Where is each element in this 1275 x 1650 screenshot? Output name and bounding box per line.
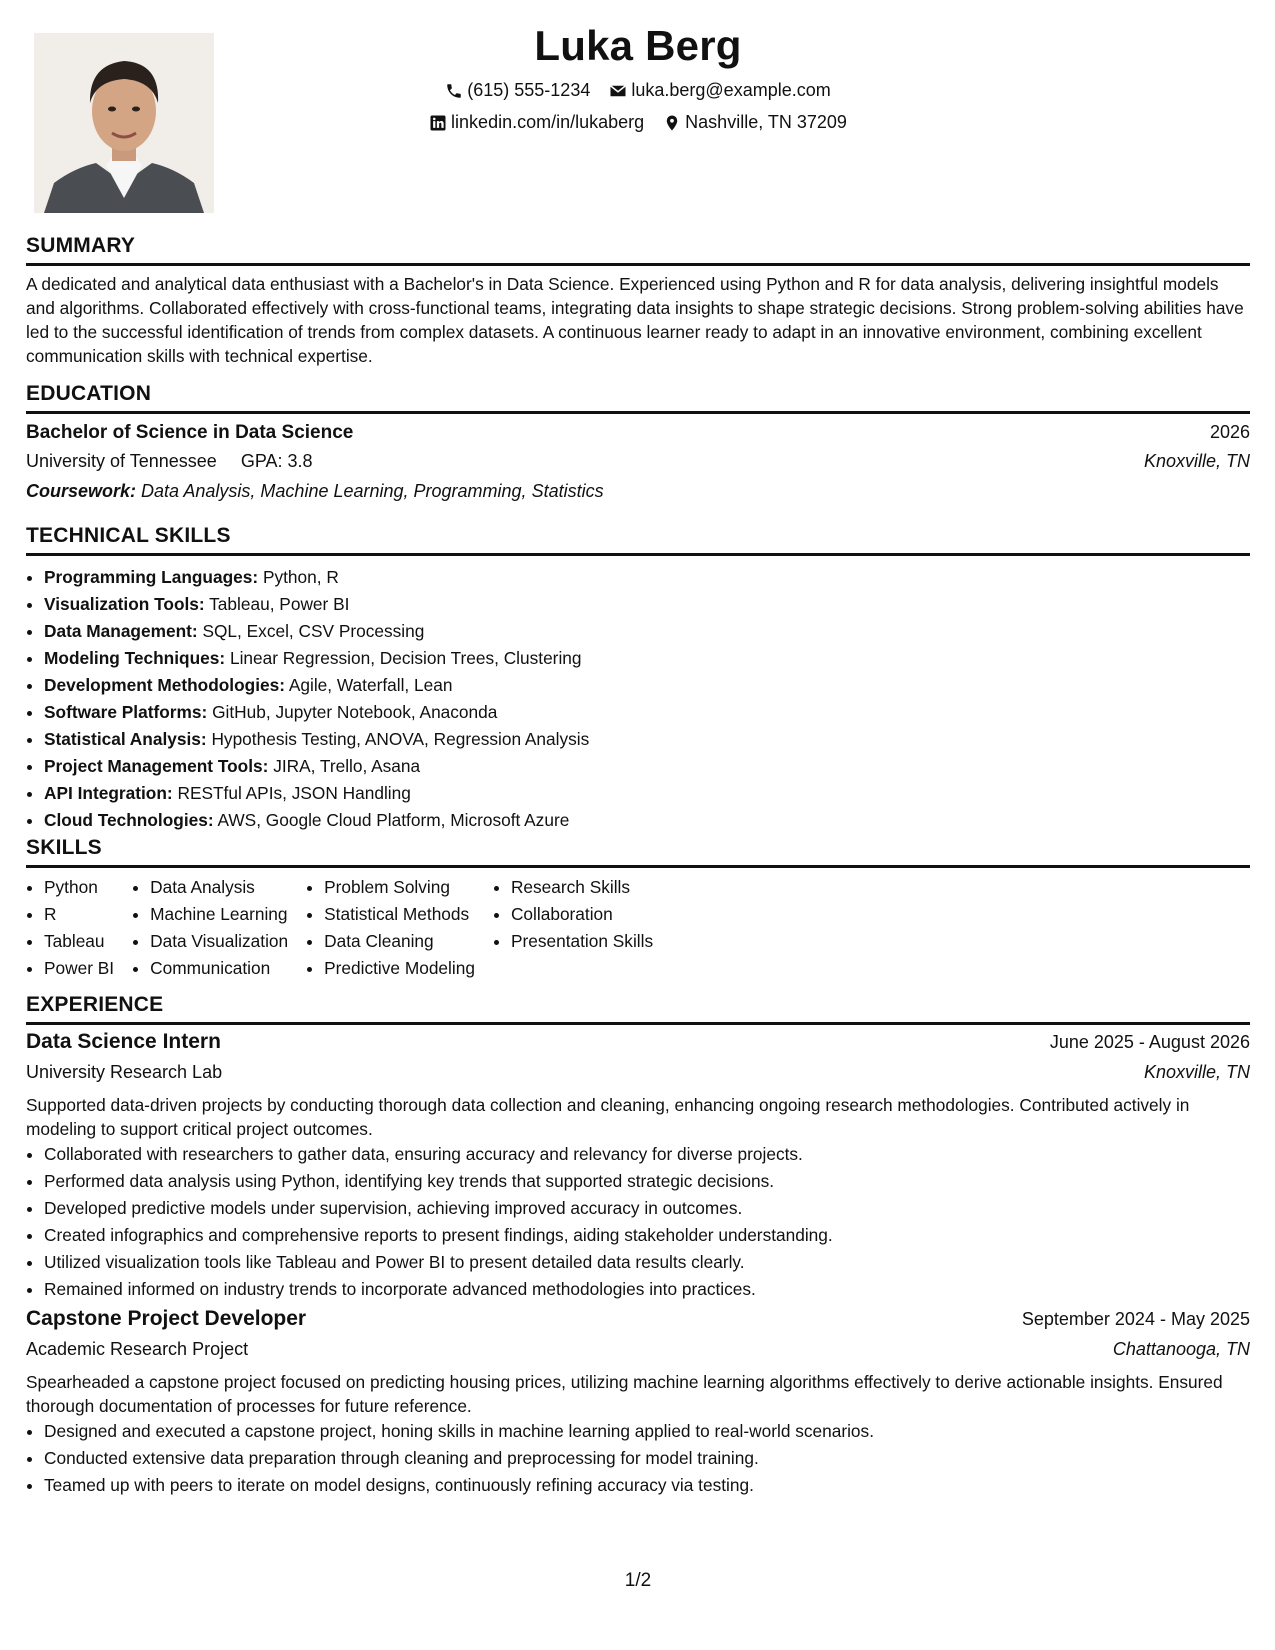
skills-columns: [26, 874, 1250, 982]
summary-heading: SUMMARY: [26, 234, 1250, 266]
technical-skill-value: Tableau, Power BI: [209, 594, 350, 614]
skill-item: • Power BI: [44, 955, 114, 982]
linkedin-icon: [429, 114, 447, 132]
job-summary: Spearheaded a capstone project focused on predicting housing prices, utilizing machine learning algorithms effectively to derive actionable insights. Ensured thorough documentation of processes for future reference.: [26, 1372, 1223, 1416]
gpa: GPA: 3.8: [240, 451, 313, 471]
technical-skill-label: Development Methodologies:: [44, 675, 285, 695]
job-bullet: • Collaborated with researchers to gather data, ensuring accuracy and relevancy for diverse projects.: [44, 1141, 1250, 1168]
education-heading: EDUCATION: [26, 382, 1250, 414]
technical-skill-value: SQL, Excel, CSV Processing: [202, 621, 425, 641]
job-bullet: • Created infographics and comprehensive reports to present findings, aiding stakeholder understanding.: [44, 1222, 1250, 1249]
technical-skill-item: [44, 753, 1250, 780]
job-location: Chattanooga, TN: [1112, 1339, 1250, 1359]
technical-skill-label: Cloud Technologies:: [44, 810, 214, 830]
technical-skill-value: GitHub, Jupyter Notebook, Anaconda: [212, 702, 498, 722]
skill-item: • Machine Learning: [150, 901, 288, 928]
job-dates: September 2024 - May 2025: [1021, 1309, 1250, 1329]
technical-skill-label: API Integration:: [44, 783, 173, 803]
technical-skills-heading: TECHNICAL SKILLS: [26, 524, 1250, 556]
job-1: [26, 1030, 1250, 1303]
linkedin-text: linkedin.com/in/lukaberg: [451, 112, 645, 132]
skills-block: [26, 874, 1250, 982]
job-bullet: • Developed predictive models under supervision, achieving improved accuracy in outcomes.: [44, 1195, 1250, 1222]
technical-skill-item: [44, 726, 1250, 753]
technical-skill-value: Linear Regression, Decision Trees, Clustering: [229, 648, 582, 668]
technical-skill-label: Software Platforms:: [44, 702, 208, 722]
skill-item: • R: [44, 901, 114, 928]
experience-heading: EXPERIENCE: [26, 993, 1250, 1025]
technical-skill-item: [44, 645, 1250, 672]
contact-row-1: [26, 80, 1250, 105]
skills-column: [306, 874, 475, 982]
skill-item: • Presentation Skills: [511, 928, 653, 955]
education-location: Knoxville, TN: [1143, 451, 1250, 471]
job-bullet: • Performed data analysis using Python, identifying key trends that supported strategic decisions.: [44, 1168, 1250, 1195]
job-title: Capstone Project Developer: [26, 1307, 307, 1330]
technical-skill-label: Data Management:: [44, 621, 198, 641]
skill-item: • Collaboration: [511, 901, 653, 928]
summary-text: A dedicated and analytical data enthusiast with a Bachelor's in Data Science. Experienced using Python and R for data analysis, delivering insightful models and algorithms. Collaborated effectively with cross-functional teams, integrating data insights to shape strategic decisions. Strong problem-solving abilities have led to the successful identification of trends from complex datasets. A continuous learner ready to adapt in an innovative environment, combining excellent communication skills with technical expertise.: [26, 274, 1244, 366]
coursework-line: [26, 479, 1250, 508]
phone-contact[interactable]: [445, 80, 590, 101]
job-bullet: • Conducted extensive data preparation through cleaning and preprocessing for model training.: [44, 1445, 1250, 1472]
degree: Bachelor of Science in Data Science: [26, 422, 354, 443]
technical-skill-label: Programming Languages:: [44, 567, 259, 587]
coursework-label: Coursework:: [26, 481, 137, 501]
skill-item: • Statistical Methods: [324, 901, 475, 928]
job-title: Data Science Intern: [26, 1030, 221, 1053]
skill-item: • Communication: [150, 955, 288, 982]
email-text: luka.berg@example.com: [631, 80, 831, 100]
technical-skill-value: AWS, Google Cloud Platform, Microsoft Azure: [217, 810, 570, 830]
email-contact[interactable]: [609, 80, 830, 101]
resume-page: [26, 0, 1250, 1650]
linkedin-contact[interactable]: [429, 112, 644, 133]
skills-column: [132, 874, 288, 982]
job-bullet: • Remained informed on industry trends to incorporate advanced methodologies into practices.: [44, 1276, 1250, 1303]
technical-skill-value: Agile, Waterfall, Lean: [288, 675, 453, 695]
technical-skill-value: Hypothesis Testing, ANOVA, Regression Analysis: [211, 729, 590, 749]
technical-skill-value: RESTful APIs, JSON Handling: [177, 783, 411, 803]
map-pin-icon: [663, 114, 681, 132]
job-bullet: • Utilized visualization tools like Tableau and Power BI to present detailed data results clearly.: [44, 1249, 1250, 1276]
contact-row-2: [26, 112, 1250, 137]
job-bullet: • Designed and executed a capstone project, honing skills in machine learning applied to real-world scenarios.: [44, 1418, 1250, 1445]
job-2: [26, 1307, 1250, 1499]
school-name: University of Tennessee: [26, 451, 217, 471]
skills-column: [26, 874, 114, 982]
job-dates: June 2025 - August 2026: [1049, 1032, 1250, 1052]
technical-skill-item: [44, 780, 1250, 807]
graduation-year: 2026: [1209, 422, 1250, 442]
job-org: University Research Lab: [26, 1062, 223, 1082]
technical-skills-list: [26, 564, 1250, 834]
skill-item: • Data Cleaning: [324, 928, 475, 955]
phone-icon: [445, 82, 463, 100]
skill-item: • Data Visualization: [150, 928, 288, 955]
technical-skill-label: Statistical Analysis:: [44, 729, 207, 749]
technical-skill-value: JIRA, Trello, Asana: [273, 756, 421, 776]
technical-skill-item: [44, 618, 1250, 645]
envelope-icon: [609, 82, 627, 100]
job-bullets: [26, 1418, 1250, 1499]
location-contact: [663, 112, 847, 133]
skill-item: • Tableau: [44, 928, 114, 955]
phone-text: (615) 555-1234: [467, 80, 591, 100]
technical-skill-label: Project Management Tools:: [44, 756, 269, 776]
skill-item: • Data Analysis: [150, 874, 288, 901]
job-summary: Supported data-driven projects by conducting thorough data collection and cleaning, enhancing ongoing research methodologies. Contributed actively in modeling to support critical project outcomes.: [26, 1095, 1190, 1139]
skill-item: • Research Skills: [511, 874, 653, 901]
technical-skill-label: Modeling Techniques:: [44, 648, 226, 668]
technical-skill-value: Python, R: [262, 567, 339, 587]
technical-skill-item: [44, 699, 1250, 726]
candidate-name: Luka Berg: [534, 22, 742, 69]
job-bullets: [26, 1141, 1250, 1303]
education-block: [26, 420, 1250, 508]
technical-skill-item: [44, 591, 1250, 618]
skills-heading: SKILLS: [26, 836, 1250, 868]
technical-skill-item: [44, 807, 1250, 834]
location-text: Nashville, TN 37209: [685, 112, 847, 132]
technical-skills-block: [26, 564, 1250, 834]
skill-item: • Predictive Modeling: [324, 955, 475, 982]
job-bullet: • Teamed up with peers to iterate on model designs, continuously refining accuracy via testing.: [44, 1472, 1250, 1499]
skill-item: • Problem Solving: [324, 874, 475, 901]
job-location: Knoxville, TN: [1143, 1062, 1250, 1082]
technical-skill-item: [44, 564, 1250, 591]
coursework-list: Data Analysis, Machine Learning, Programming, Statistics: [141, 481, 604, 501]
skills-column: [493, 874, 653, 982]
technical-skill-item: [44, 672, 1250, 699]
job-org: Academic Research Project: [26, 1339, 249, 1359]
technical-skill-label: Visualization Tools:: [44, 594, 205, 614]
page-number: 1/2: [624, 1570, 652, 1591]
skill-item: • Python: [44, 874, 114, 901]
